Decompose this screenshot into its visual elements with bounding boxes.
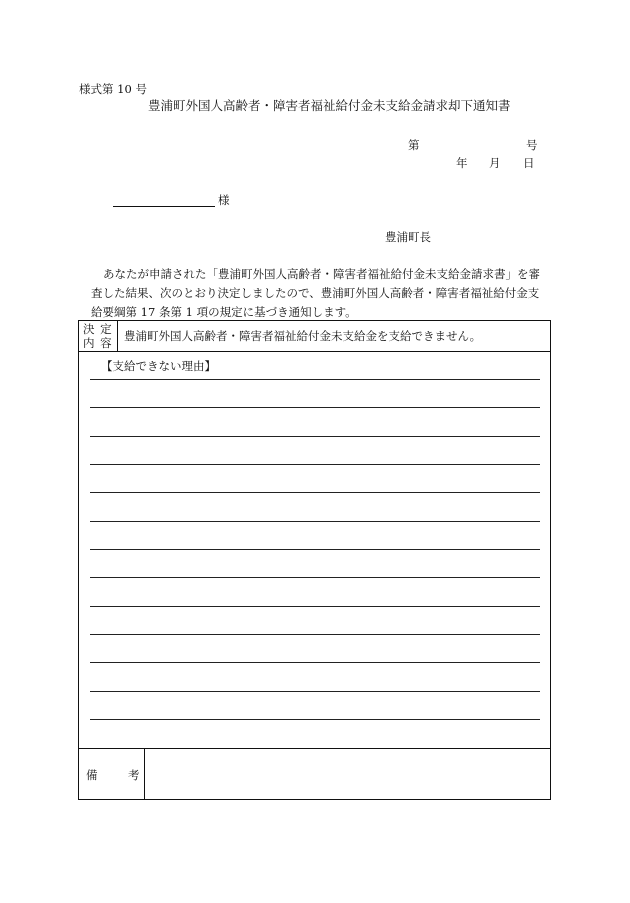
- reason-line: [90, 549, 540, 550]
- reason-line: [90, 464, 540, 465]
- body-line-3: 給要綱第 17 条第 1 項の規定に基づき通知します。: [91, 305, 357, 319]
- remarks-label-2: 考: [128, 768, 140, 782]
- date-year: 年: [456, 156, 468, 170]
- decision-label-1: 決 定: [83, 322, 113, 336]
- date-day: 日: [523, 156, 535, 170]
- remarks-row-top: [78, 748, 551, 749]
- reason-line: [90, 577, 540, 578]
- recipient-suffix: 様: [218, 193, 230, 207]
- document-title: 豊浦町外国人高齢者・障害者福祉給付金未支給金請求却下通知書: [148, 98, 511, 113]
- decision-label-2: 内 容: [83, 336, 113, 350]
- decision-label-divider: [117, 320, 118, 351]
- decision-row-bottom: [78, 351, 551, 352]
- reason-line: [90, 407, 540, 408]
- reason-line: [90, 719, 540, 720]
- decision-table: [78, 320, 551, 800]
- body-line-2: 査した結果、次のとおり決定しましたので、豊浦町外国人高齢者・障害者福祉給付金支: [91, 286, 540, 300]
- reason-line: [90, 521, 540, 522]
- reason-line: [90, 634, 540, 635]
- reason-heading: 【支給できない理由】: [101, 359, 216, 373]
- reason-line: [90, 492, 540, 493]
- form-number: 様式第 10 号: [79, 82, 147, 96]
- reason-line: [90, 691, 540, 692]
- body-line-1: あなたが申請された「豊浦町外国人高齢者・障害者福祉給付金未支給金請求書」を審: [103, 267, 540, 281]
- reason-line: [90, 436, 540, 437]
- decision-text: 豊浦町外国人高齢者・障害者福祉給付金未支給金を支給できません。: [124, 329, 482, 343]
- reason-line: [90, 662, 540, 663]
- number-prefix: 第: [408, 138, 420, 152]
- issuer: 豊浦町長: [385, 230, 431, 244]
- recipient-name-line: [113, 206, 215, 207]
- reason-line: [90, 379, 540, 380]
- number-suffix: 号: [526, 138, 538, 152]
- remarks-label-divider: [144, 748, 145, 800]
- reason-line: [90, 606, 540, 607]
- remarks-label-1: 備: [86, 768, 98, 782]
- date-month: 月: [489, 156, 501, 170]
